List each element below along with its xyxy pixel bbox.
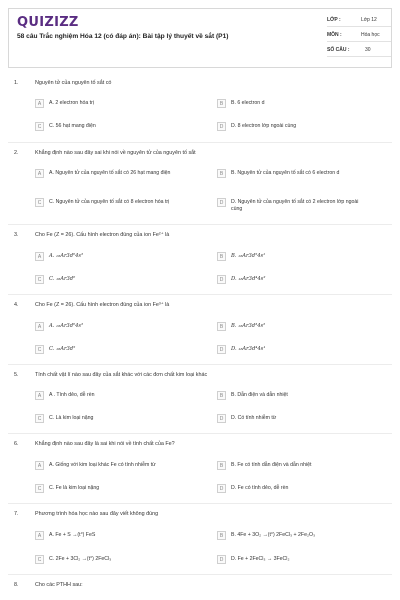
answer-option-b[interactable]: [217, 460, 382, 472]
option-badge: D: [217, 484, 226, 493]
question-number: 8.: [14, 582, 19, 588]
option-badge: C: [35, 275, 44, 284]
question-text: Khẳng định nào sau đây là sai khi nói về tính chất của Fe?: [35, 441, 175, 447]
option-text: B. ₁₈Ar3d³4s²: [231, 323, 266, 329]
option-badge: A: [35, 322, 44, 331]
answer-option-c[interactable]: [35, 413, 200, 425]
option-text: A. Fe + S →(t°) FeS: [49, 532, 96, 538]
option-text: A. Giống với kim loại khác Fe có tính nhiễm từ: [49, 462, 156, 468]
answer-option-a[interactable]: [35, 390, 200, 402]
meta-key-subject: MÔN :: [327, 32, 342, 38]
meta-divider: [327, 56, 391, 57]
question-text: Cho Fe (Z = 26). Cấu hình electron đúng của ion Fe²⁺ là: [35, 232, 170, 238]
option-badge: B: [217, 169, 226, 178]
meta-divider: [327, 26, 391, 27]
option-badge: A: [35, 252, 44, 261]
question-text: Cho Fe (Z = 26). Cấu hình electron đúng của ion Fe³⁺ là: [35, 302, 170, 308]
option-badge: B: [217, 99, 226, 108]
option-badge: B: [217, 531, 226, 540]
option-badge: B: [217, 322, 226, 331]
answer-option-d[interactable]: [217, 344, 382, 356]
option-text: D. 8 electron lớp ngoài cùng: [231, 123, 297, 129]
option-text: C. ₁₈Ar3d⁵: [49, 346, 76, 352]
option-badge: C: [35, 122, 44, 131]
option-badge: A: [35, 531, 44, 540]
option-text: A. Nguyên tử của nguyên tố sắt có 26 hạt mang điện: [49, 170, 171, 176]
question-divider: [8, 364, 392, 365]
option-text: A . Tính dẻo, dễ rèn: [49, 392, 95, 398]
meta-key-question-count: SỐ CÂU :: [327, 47, 350, 53]
option-text: B. Dẫn điện và dẫn nhiệt: [231, 392, 288, 398]
option-text: C. ₁₈Ar3d⁶: [49, 276, 76, 282]
question-text: Tính chất vật lí nào sau đây của sắt khác với các đơn chất kim loại khác: [35, 372, 208, 378]
answer-option-c[interactable]: [35, 554, 200, 566]
option-text: D. Fe có tính dẻo, dễ rèn: [231, 485, 289, 491]
option-text: D. Nguyên tử của nguyên tố sắt có 2 electron lớp ngoài cùng: [231, 199, 359, 212]
answer-option-b[interactable]: [217, 168, 382, 188]
answer-option-d[interactable]: [217, 197, 382, 217]
question-number: 6.: [14, 441, 19, 447]
meta-value-question-count: 30: [365, 47, 371, 53]
meta-key-class: LỚP :: [327, 17, 341, 23]
worksheet-header: [8, 8, 392, 68]
option-text: B. Fe có tính dẫn điện và dẫn nhiệt: [231, 462, 312, 468]
option-badge: D: [217, 122, 226, 131]
question-number: 3.: [14, 232, 19, 238]
question-text: Nguyên tử của nguyên tố sắt có: [35, 80, 112, 86]
answer-option-a[interactable]: [35, 530, 200, 542]
answer-option-a[interactable]: [35, 168, 200, 188]
option-badge: D: [217, 414, 226, 423]
option-text: A. 2 electron hóa trị: [49, 100, 94, 106]
question-number: 4.: [14, 302, 19, 308]
option-badge: C: [35, 198, 44, 207]
question-text: Khẳng định nào sau đây sai khi nói về nguyên tử của nguyên tố sắt: [35, 150, 196, 156]
question-number: 7.: [14, 511, 19, 517]
answer-option-b[interactable]: [217, 390, 382, 402]
answer-option-d[interactable]: [217, 121, 382, 133]
option-text: A. ₁₈Ar3d⁶4s²: [49, 323, 84, 329]
option-badge: C: [35, 414, 44, 423]
option-text: C. Là kim loại nặng: [49, 415, 94, 421]
answer-option-d[interactable]: [217, 413, 382, 425]
option-text: A. ₁₈Ar3d⁶4s²: [49, 253, 84, 259]
document-title: 58 câu Trắc nghiệm Hóa 12 (có đáp án): Bài tập lý thuyết về sắt (P1): [17, 33, 229, 40]
option-text: D. Fe + 2FeCl₃ → 3FeCl₂: [231, 556, 290, 562]
option-text: D. ₁₈Ar3d⁴4s²: [231, 276, 266, 282]
meta-divider: [327, 41, 391, 42]
answer-option-a[interactable]: [35, 460, 200, 472]
answer-option-c[interactable]: [35, 274, 200, 286]
option-badge: A: [35, 99, 44, 108]
option-badge: A: [35, 461, 44, 470]
option-badge: C: [35, 555, 44, 564]
option-badge: D: [217, 555, 226, 564]
option-text: D. Có tính nhiễm từ: [231, 415, 277, 421]
answer-option-a[interactable]: [35, 321, 200, 333]
option-text: C. Nguyên tử của nguyên tố sắt có 8 electron hóa trị: [49, 199, 170, 205]
option-badge: D: [217, 198, 226, 207]
option-text: C. Fe là kim loại nặng: [49, 485, 100, 491]
quizizz-logo: QUIZIZZ: [17, 15, 79, 30]
option-badge: B: [217, 252, 226, 261]
answer-option-b[interactable]: [217, 530, 382, 542]
question-divider: [8, 574, 392, 575]
meta-value-class: Lớp 12: [361, 17, 377, 23]
question-text: Cho các PTHH sau:: [35, 582, 83, 588]
question-divider: [8, 142, 392, 143]
option-badge: D: [217, 345, 226, 354]
answer-option-a[interactable]: [35, 251, 200, 263]
answer-option-b[interactable]: [217, 321, 382, 333]
answer-option-d[interactable]: [217, 274, 382, 286]
question-number: 5.: [14, 372, 19, 378]
question-divider: [8, 503, 392, 504]
question-divider: [8, 433, 392, 434]
option-text: C. 2Fe + 3Cl₂ →(t°) 2FeCl₃: [49, 556, 112, 562]
question-divider: [8, 224, 392, 225]
option-badge: A: [35, 169, 44, 178]
option-text: B. 4Fe + 3O₂ →(t°) 2FeCl₃ + 2Fe₂O₃: [231, 532, 316, 538]
option-badge: C: [35, 345, 44, 354]
option-text: B. 6 electron d: [231, 100, 265, 106]
option-badge: B: [217, 391, 226, 400]
answer-option-b[interactable]: [217, 98, 382, 110]
answer-option-c[interactable]: [35, 197, 200, 217]
question-text: Phương trình hóa học nào sau đây viết không đúng: [35, 511, 159, 517]
answer-option-d[interactable]: [217, 483, 382, 495]
answer-option-b[interactable]: [217, 251, 382, 263]
option-text: B. Nguyên tử của nguyên tố sắt có 6 electron d: [231, 170, 340, 176]
option-text: D. ₁₈Ar3d⁴4s¹: [231, 346, 266, 352]
answer-option-c[interactable]: [35, 483, 200, 495]
answer-option-a[interactable]: [35, 98, 200, 110]
option-badge: D: [217, 275, 226, 284]
option-badge: B: [217, 461, 226, 470]
answer-option-d[interactable]: [217, 554, 382, 566]
option-text: B. ₁₈Ar3d⁵4s¹: [231, 253, 266, 259]
answer-option-c[interactable]: [35, 121, 200, 133]
question-divider: [8, 294, 392, 295]
question-number: 2.: [14, 150, 19, 156]
option-text: C. 56 hạt mang điện: [49, 123, 96, 129]
option-badge: A: [35, 391, 44, 400]
meta-value-subject: Hóa học: [361, 32, 380, 38]
question-number: 1.: [14, 80, 19, 86]
answer-option-c[interactable]: [35, 344, 200, 356]
option-badge: C: [35, 484, 44, 493]
